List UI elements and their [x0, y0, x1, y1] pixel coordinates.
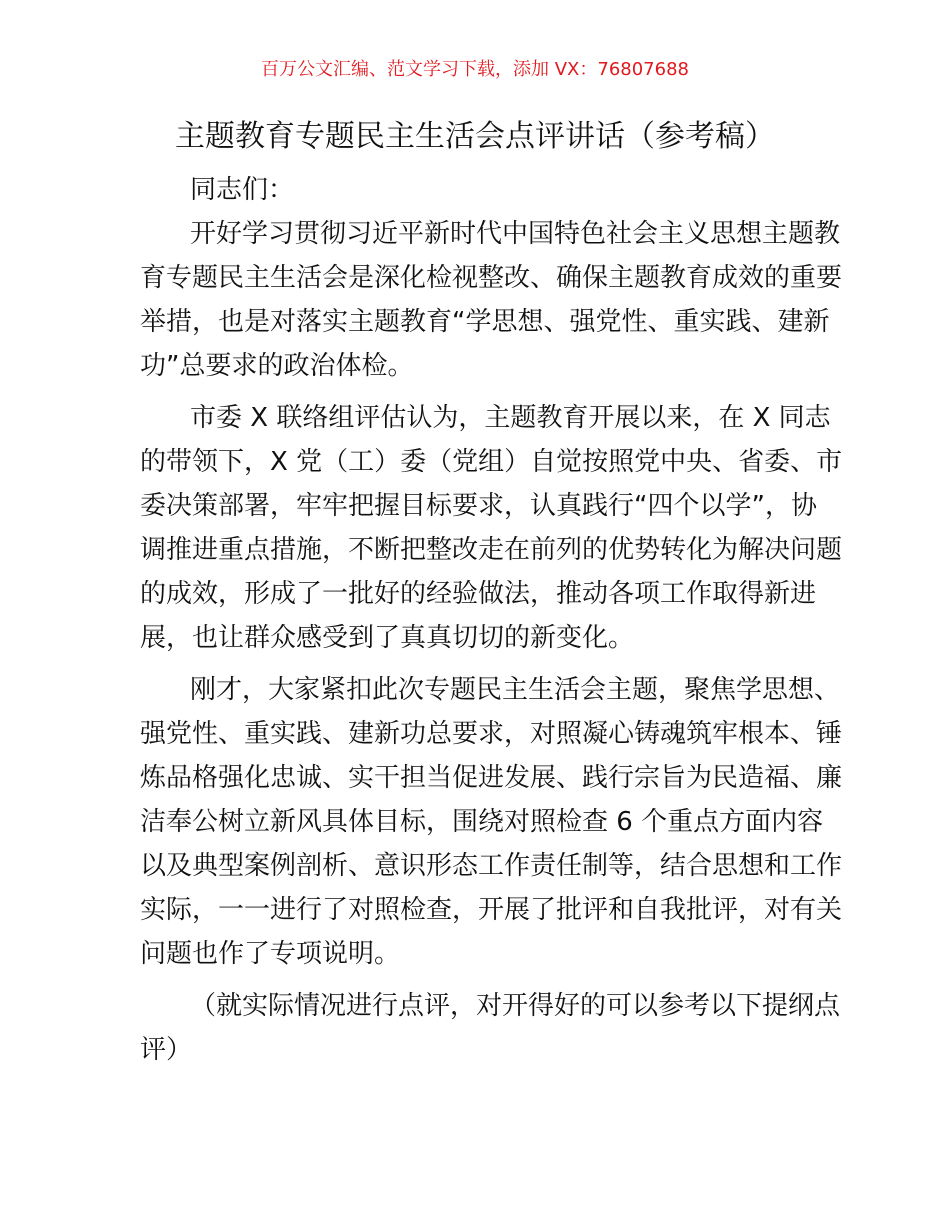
body-paragraph: [140, 984, 841, 1072]
paragraph-line: 功”总要求的政治体检。: [140, 351, 414, 381]
paragraph-line: 市委 X 联络组评估认为，主题教育开展以来，在 X 同志: [190, 403, 831, 433]
body-paragraph: [140, 212, 843, 388]
paragraph-line: 调推进重点措施，不断把整改走在前列的优势转化为解决问题: [140, 535, 843, 565]
paragraph-line: 评）: [140, 1035, 193, 1065]
paragraph-line: 强党性、重实践、建新功总要求，对照凝心铸魂筑牢根本、锤: [140, 719, 843, 749]
paragraph-line: 洁奉公树立新风具体目标，围绕对照检查 6 个重点方面内容: [140, 807, 824, 837]
body-paragraph: [140, 668, 843, 976]
paragraph-line: 展，也让群众感受到了真真切切的新变化。: [140, 623, 635, 653]
paragraph-line: 炼品格强化忠诚、实干担当促进发展、践行宗旨为民造福、廉: [140, 763, 843, 793]
paragraph-line: 的成效，形成了一批好的经验做法，推动各项工作取得新进: [140, 579, 817, 609]
paragraph-line: 实际，一一进行了对照检查，开展了批评和自我批评，对有关: [140, 895, 843, 925]
paragraph-line: 问题也作了专项说明。: [140, 939, 401, 969]
greeting: 同志们：: [190, 175, 295, 205]
paragraphs: [140, 212, 843, 1072]
paragraph-line: 举措，也是对落实主题教育“学思想、强党性、重实践、建新: [140, 307, 830, 337]
paragraph-line: 委决策部署，牢牢把握目标要求，认真践行“四个以学”，协: [140, 491, 817, 521]
paragraph-line: 育专题民主生活会是深化检视整改、确保主题教育成效的重要: [140, 263, 843, 293]
body-paragraph: [140, 396, 843, 660]
paragraph-line: （就实际情况进行点评，对开得好的可以参考以下提纲点: [190, 991, 841, 1021]
paragraph-line: 刚才，大家紧扣此次专题民主生活会主题，聚焦学思想、: [190, 675, 841, 705]
paragraph-line: 开好学习贯彻习近平新时代中国特色社会主义思想主题教: [190, 219, 841, 249]
paragraph-line: 以及典型案例剖析、意识形态工作责任制等，结合思想和工作: [140, 851, 843, 881]
watermark-header: 百万公文汇编、范文学习下载，添加 VX：76807688: [261, 59, 689, 80]
greeting-paragraph: [140, 168, 812, 212]
document-body: [140, 168, 843, 1072]
paragraph-line: 的带领下，X 党（工）委（党组）自觉按照党中央、省委、市: [140, 447, 843, 477]
document-title: 主题教育专题民主生活会点评讲话（参考稿）: [175, 119, 775, 154]
